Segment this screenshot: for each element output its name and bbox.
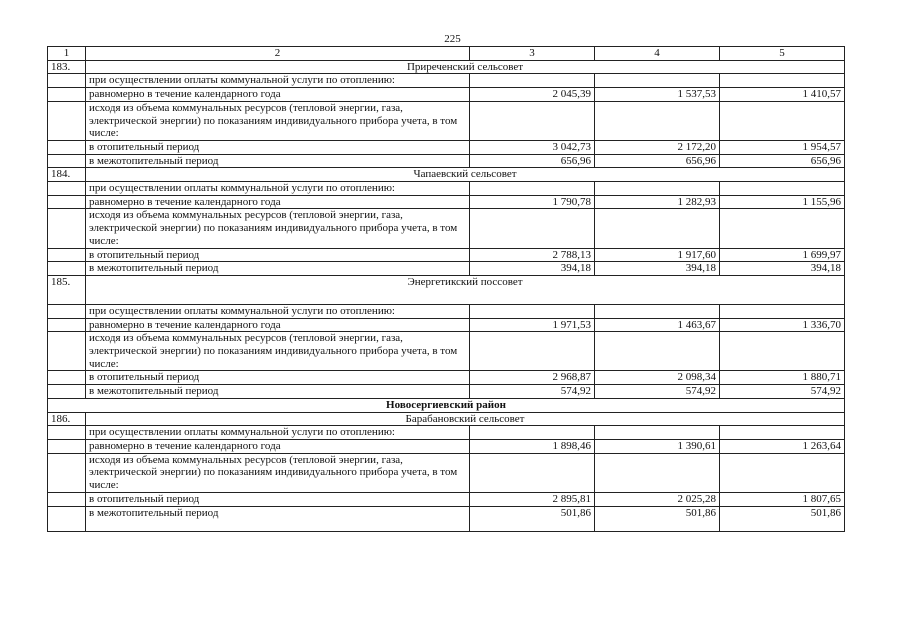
- column-number: 2: [86, 47, 470, 61]
- row-label: в межотопительный период: [86, 506, 470, 531]
- value-cell: 1 807,65: [720, 492, 845, 506]
- section-header-row: [48, 60, 845, 74]
- row-label: при осуществлении оплаты коммунальной услуги по отоплению:: [86, 304, 470, 318]
- table-row: [48, 248, 845, 262]
- value-cell: 2 025,28: [595, 492, 720, 506]
- section-number: 185.: [48, 275, 86, 304]
- district-row: [48, 398, 845, 412]
- table-row: [48, 209, 845, 248]
- section-number: 186.: [48, 412, 86, 426]
- row-label: в отопительный период: [86, 371, 470, 385]
- value-cell: 2 045,39: [470, 88, 595, 102]
- value-cell: 501,86: [470, 506, 595, 531]
- value-cell: 2 172,20: [595, 140, 720, 154]
- value-cell: 574,92: [595, 385, 720, 399]
- district-name: Новосергиевский район: [48, 398, 845, 412]
- value-cell: 656,96: [595, 154, 720, 168]
- column-number: 5: [720, 47, 845, 61]
- table-row: [48, 195, 845, 209]
- value-cell: 2 895,81: [470, 492, 595, 506]
- row-label: при осуществлении оплаты коммунальной услуги по отоплению:: [86, 182, 470, 196]
- value-cell: 1 917,60: [595, 248, 720, 262]
- table-row: [48, 88, 845, 102]
- row-label: в отопительный период: [86, 248, 470, 262]
- value-cell: 1 155,96: [720, 195, 845, 209]
- table-row: [48, 101, 845, 140]
- section-number: 183.: [48, 60, 86, 74]
- row-label: в межотопительный период: [86, 262, 470, 276]
- table-row: [48, 262, 845, 276]
- value-cell: 656,96: [470, 154, 595, 168]
- value-cell: 394,18: [595, 262, 720, 276]
- value-cell: 574,92: [470, 385, 595, 399]
- value-cell: 1 390,61: [595, 439, 720, 453]
- value-cell: 2 968,87: [470, 371, 595, 385]
- table-row: [48, 154, 845, 168]
- value-cell: 1 282,93: [595, 195, 720, 209]
- value-cell: 1 537,53: [595, 88, 720, 102]
- table-row: [48, 304, 845, 318]
- table-row: [48, 439, 845, 453]
- table-row: [48, 140, 845, 154]
- table-row: [48, 318, 845, 332]
- value-cell: 1 880,71: [720, 371, 845, 385]
- table-row: [48, 453, 845, 492]
- section-header-row: [48, 275, 845, 304]
- section-name: Энергетикский поссовет: [86, 275, 845, 304]
- value-cell: 2 098,34: [595, 371, 720, 385]
- section-header-row: [48, 412, 845, 426]
- value-cell: 3 042,73: [470, 140, 595, 154]
- section-number: 184.: [48, 168, 86, 182]
- row-label: в межотопительный период: [86, 385, 470, 399]
- row-label: при осуществлении оплаты коммунальной услуги по отоплению:: [86, 426, 470, 440]
- value-cell: 1 954,57: [720, 140, 845, 154]
- column-number: 3: [470, 47, 595, 61]
- row-label: исходя из объема коммунальных ресурсов (тепловой энергии, газа, электрической энергии) по показаниям индивидуального прибора учета, в том числе:: [86, 101, 470, 140]
- table-row: [48, 182, 845, 196]
- row-label: исходя из объема коммунальных ресурсов (тепловой энергии, газа, электрической энергии) по показаниям индивидуального прибора учета, в том числе:: [86, 209, 470, 248]
- row-label: исходя из объема коммунальных ресурсов (тепловой энергии, газа, электрической энергии) по показаниям индивидуального прибора учета, в том числе:: [86, 453, 470, 492]
- row-label: в межотопительный период: [86, 154, 470, 168]
- value-cell: 501,86: [595, 506, 720, 531]
- row-label: равномерно в течение календарного года: [86, 195, 470, 209]
- table-row: [48, 332, 845, 371]
- row-label: в отопительный период: [86, 140, 470, 154]
- section-header-row: [48, 168, 845, 182]
- value-cell: 501,86: [720, 506, 845, 531]
- value-cell: 2 788,13: [470, 248, 595, 262]
- row-label: равномерно в течение календарного года: [86, 439, 470, 453]
- table-row: [48, 371, 845, 385]
- value-cell: 1 790,78: [470, 195, 595, 209]
- value-cell: 1 463,67: [595, 318, 720, 332]
- table-row: [48, 492, 845, 506]
- column-number-row: [48, 47, 845, 61]
- value-cell: 1 410,57: [720, 88, 845, 102]
- value-cell: 574,92: [720, 385, 845, 399]
- value-cell: 1 898,46: [470, 439, 595, 453]
- table-row: [48, 74, 845, 88]
- row-label: в отопительный период: [86, 492, 470, 506]
- value-cell: 1 263,64: [720, 439, 845, 453]
- value-cell: 1 971,53: [470, 318, 595, 332]
- table-row: [48, 506, 845, 531]
- column-number: 4: [595, 47, 720, 61]
- table-row: [48, 426, 845, 440]
- section-name: Барабановский сельсовет: [86, 412, 845, 426]
- value-cell: 394,18: [720, 262, 845, 276]
- column-number: 1: [48, 47, 86, 61]
- tariff-table: [47, 46, 845, 532]
- section-name: Чапаевский сельсовет: [86, 168, 845, 182]
- value-cell: 1 699,97: [720, 248, 845, 262]
- table-row: [48, 385, 845, 399]
- row-label: исходя из объема коммунальных ресурсов (тепловой энергии, газа, электрической энергии) по показаниям индивидуального прибора учета, в том числе:: [86, 332, 470, 371]
- page-number: 225: [444, 33, 461, 45]
- value-cell: 656,96: [720, 154, 845, 168]
- row-label: равномерно в течение календарного года: [86, 318, 470, 332]
- value-cell: 1 336,70: [720, 318, 845, 332]
- row-label: равномерно в течение календарного года: [86, 88, 470, 102]
- section-name: Приреченский сельсовет: [86, 60, 845, 74]
- row-label: при осуществлении оплаты коммунальной услуги по отоплению:: [86, 74, 470, 88]
- value-cell: 394,18: [470, 262, 595, 276]
